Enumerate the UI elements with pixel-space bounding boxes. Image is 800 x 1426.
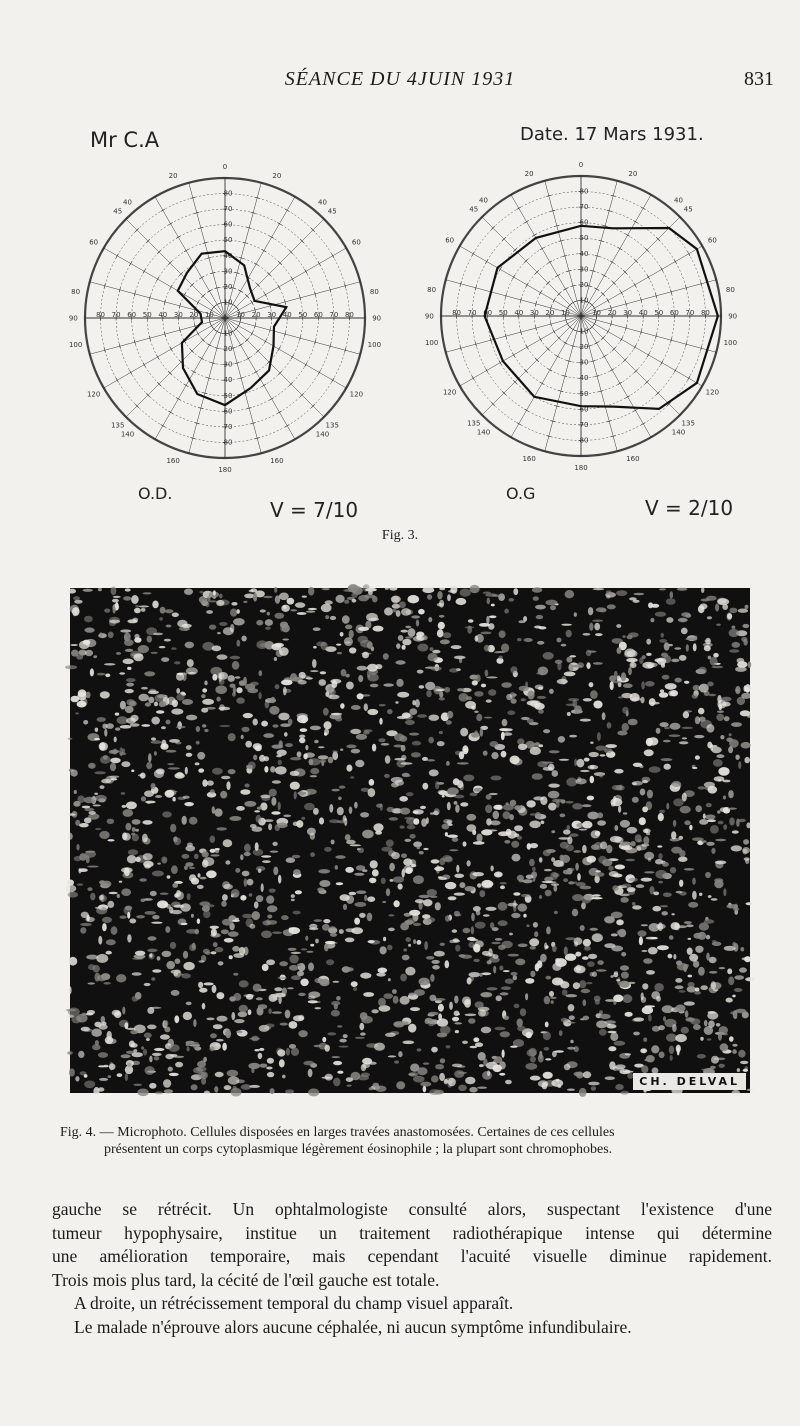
polar-tick [641,423,645,426]
polar-tick [674,368,677,372]
body-line: gauche se rétrécit. Un ophtalmologiste consulté alors, suspectant l'existence d'une [52,1199,772,1219]
polar-radial-label: 10 [223,329,233,338]
polar-radial-label: 50 [223,236,233,245]
polar-radial-label: 30 [267,311,277,319]
polar-radial-label: 10 [236,311,246,319]
polar-spoke [581,316,680,415]
polar-tick [647,353,650,357]
polar-tick [318,261,321,265]
polar-angle-label: 90 [728,312,738,321]
polar-tick [262,249,266,252]
polar-radial-label: 60 [127,311,137,319]
polar-tick [540,247,544,250]
polar-tick [305,363,308,367]
polar-tick [184,249,188,252]
polar-tick [197,331,200,335]
polar-tick [332,378,335,382]
polar-radial-label: 20 [579,280,589,289]
polar-angle-label: 135 [467,419,481,428]
polar-tick [291,277,294,281]
polar-tick [176,236,180,239]
polar-tick [674,259,677,263]
polar-radial-label: 30 [223,267,233,276]
polar-angle-label: 90 [424,312,434,321]
polar-angle-label: 120 [705,388,720,397]
polar-angle-label: 45 [683,205,693,214]
polar-tick [156,277,159,281]
polar-angle-label: 40 [479,196,488,205]
polar-tick [512,353,515,357]
polar-radial-label: 80 [223,189,233,198]
polar-tick [278,347,281,351]
polar-tick [170,285,173,289]
microphotograph-texture [70,588,750,1093]
body-line: Trois mois plus tard, la cécité de l'œil gauche est totale. [52,1269,440,1290]
polar-radial-label: 40 [223,376,233,385]
polar-radial-label: 60 [483,309,493,317]
polar-angle-label: 140 [315,430,330,439]
polar-radial-label: 10 [592,309,602,317]
polar-angle-label: 120 [349,390,364,399]
polar-tick [485,368,488,372]
polar-tick [170,347,173,351]
polar-angle-label: 135 [111,421,125,430]
polar-radial-label: 70 [223,422,233,431]
polar-spoke [225,219,324,318]
polar-spoke [90,318,225,354]
polar-tick [278,285,281,289]
patient-label: Mr C.A [90,128,160,152]
polar-tick [254,371,258,374]
polar-radial-label: 10 [560,309,570,317]
polar-angle-label: 160 [270,457,284,466]
polar-tick [553,298,556,302]
polar-angle-label: 80 [427,286,437,295]
polar-tick [499,267,502,271]
acuity-og: V = 2/10 [645,496,734,520]
polar-radial-label: 70 [329,311,339,319]
microphotograph [70,588,750,1093]
polar-tick [626,396,630,399]
polar-tick [526,283,529,287]
polar-radial-label: 60 [223,407,233,416]
polar-radial-label: 80 [579,436,589,445]
polar-spoke [446,316,581,352]
polar-angle-label: 180 [574,464,588,473]
polar-radial-label: 20 [545,309,555,317]
polar-angle-label: 60 [351,238,361,247]
polar-angle-label: 100 [424,338,439,347]
polar-tick [168,222,172,225]
polar-tick [634,283,637,287]
polar-tick [633,409,637,412]
polar-angle-label: 140 [120,430,135,439]
polar-angle-label: 60 [707,236,717,245]
polar-radial-label: 30 [623,309,633,317]
polar-radial-label: 70 [223,205,233,214]
polar-tick [207,290,211,293]
polar-angle-label: 20 [524,169,534,178]
polar-tick [620,291,623,295]
polar-tick [556,274,560,277]
polar-tick [633,220,637,223]
polar-radial-label: 10 [579,296,589,305]
polar-tick [485,259,488,263]
polar-radial-label: 60 [579,218,589,227]
polar-tick [688,376,691,380]
polar-tick [594,288,598,291]
polar-tick [200,357,204,360]
polar-angle-label: 90 [68,314,78,323]
polar-spoke [225,282,360,318]
polar-radial-label: 50 [579,234,589,243]
polar-tick [618,382,622,385]
polar-angle-label: 120 [442,388,457,397]
polar-radial-label: 10 [579,327,589,336]
polar-tick [499,361,502,365]
polar-radial-label: 80 [96,311,106,319]
body-text [52,1198,772,1339]
polar-radial-label: 20 [251,311,261,319]
polar-radial-label: 50 [142,311,152,319]
polar-spoke [482,217,581,316]
polar-angle-label: 45 [327,207,337,216]
polar-angle-label: 20 [168,171,178,180]
polar-radial-label: 80 [344,311,354,319]
og-label: O.G [506,484,536,503]
polar-tick [129,370,132,374]
polar-angle-label: 60 [89,238,99,247]
polar-tick [472,252,475,256]
polar-tick [563,342,567,345]
polar-tick [647,275,650,279]
polar-radial-label: 50 [298,311,308,319]
visual-field-chart-od [70,158,380,478]
polar-tick [540,382,544,385]
polar-tick [238,344,242,347]
polar-angle-label: 80 [369,288,379,297]
polar-radial-label: 20 [607,309,617,317]
polar-angle-label: 180 [218,466,232,475]
polar-tick [156,355,159,359]
polar-spoke [545,316,581,451]
polar-radial-label: 60 [669,309,679,317]
polar-radial-label: 70 [685,309,695,317]
polar-spoke [126,318,225,417]
polar-radial-label: 20 [223,282,233,291]
polar-tick [548,261,552,264]
visual-field-chart-og [426,156,736,476]
figure-3-caption: Fig. 3. [381,528,419,543]
polar-radial-label: 80 [579,187,589,196]
polar-angle-label: 100 [723,338,738,347]
body-line: tumeur hypophysaire, institue un traitement radiothérapique intense qui détermine [52,1222,772,1243]
polar-tick [524,220,528,223]
polar-radial-label: 30 [579,358,589,367]
polar-angle-label: 160 [626,455,640,464]
polar-angle-label: 80 [71,288,81,297]
polar-spoke [189,183,225,318]
polar-tick [641,207,645,210]
polar-tick [318,370,321,374]
polar-tick [116,378,119,382]
page-number: 831 [744,68,774,90]
polar-angle-label: 0 [578,160,584,169]
polar-radial-label: 40 [579,374,589,383]
polar-angle-label: 90 [372,314,382,323]
polar-tick [517,423,521,426]
polar-tick [251,300,254,304]
polar-angle-label: 140 [671,428,686,437]
polar-tick [548,369,552,372]
polar-tick [262,384,266,387]
polar-angle-label: 135 [681,419,695,428]
body-paragraph: A droite, un rétrécissement temporal du champ visuel apparaît. [74,1293,514,1313]
polar-angle-label: 160 [522,455,536,464]
polar-tick [192,371,196,374]
polar-radial-label: 30 [173,311,183,319]
polar-spoke [126,219,225,318]
polar-tick [184,384,188,387]
polar-radial-label: 20 [223,345,233,354]
polar-radial-label: 30 [223,360,233,369]
figure-4-caption-line1: Microphoto. Cellules disposées en larges travées anastomosées. Certaines de ces cellules [117,1125,615,1140]
polar-spoke [189,318,225,453]
polar-radial-label: 40 [638,309,648,317]
polar-spoke [482,316,581,415]
polar-tick [556,355,560,358]
polar-tick [305,269,308,273]
polar-radial-label: 80 [452,309,462,317]
polar-tick [332,254,335,258]
polar-spoke [225,318,261,453]
polar-tick [688,252,691,256]
polar-radial-label: 70 [579,203,589,212]
polar-tick [197,300,200,304]
photo-credit: CH. DELVAL [633,1073,746,1090]
polar-radial-label: 70 [579,420,589,429]
polar-tick [553,329,556,333]
polar-tick [264,339,267,343]
polar-radial-label: 40 [514,309,524,317]
polar-angle-label: 40 [318,198,327,207]
polar-spoke [581,316,617,451]
polar-tick [176,398,180,401]
polar-tick [634,345,637,349]
polar-radial-label: 10 [223,298,233,307]
polar-angle-label: 20 [628,169,638,178]
body-paragraph: Le malade n'éprouve alors aucune céphalée, ni aucun symptôme infundibulaire. [74,1316,632,1337]
polar-tick [254,263,258,266]
polar-tick [524,409,528,412]
polar-tick [270,398,274,401]
polar-radial-label: 80 [223,438,233,447]
polar-tick [563,288,567,291]
polar-tick [270,236,274,239]
polar-tick [602,355,606,358]
polar-tick [200,276,204,279]
polar-tick [539,291,542,295]
polar-radial-label: 60 [579,405,589,414]
polar-tick [620,337,623,341]
polar-angle-label: 40 [123,198,132,207]
polar-spoke [581,316,716,352]
polar-radial-label: 70 [467,309,477,317]
polar-radial-label: 20 [189,311,199,319]
polar-radial-label: 60 [313,311,323,319]
polar-spoke [545,181,581,316]
polar-tick [512,275,515,279]
polar-tick [472,376,475,380]
polar-tick [285,425,289,428]
polar-angle-label: 0 [222,162,228,171]
polar-tick [161,209,165,212]
polar-radial-label: 10 [204,311,214,319]
polar-angle-label: 120 [86,390,101,399]
polar-tick [291,355,294,359]
acuity-od: V = 7/10 [270,498,359,522]
polar-tick [517,207,521,210]
polar-tick [285,209,289,212]
polar-tick [143,363,146,367]
polar-angle-label: 80 [725,286,735,295]
polar-tick [661,267,664,271]
polar-radial-label: 40 [158,311,168,319]
polar-tick [532,234,536,237]
polar-radial-label: 80 [700,309,710,317]
polar-tick [264,293,267,297]
figure-4-caption [60,1124,770,1158]
polar-radial-label: 40 [223,251,233,260]
polar-tick [610,261,614,264]
polar-radial-label: 30 [529,309,539,317]
polar-radial-label: 50 [223,391,233,400]
visual-field-boundary [485,226,718,409]
polar-tick [238,290,242,293]
polar-angle-label: 60 [445,236,455,245]
date-label: Date. 17 Mars 1931. [520,124,704,145]
polar-tick [618,247,622,250]
polar-radial-label: 70 [111,311,121,319]
polar-tick [168,411,172,414]
polar-angle-label: 40 [674,196,683,205]
polar-radial-label: 50 [498,309,508,317]
polar-angle-label: 45 [469,205,479,214]
polar-angle-label: 140 [476,428,491,437]
polar-tick [594,342,598,345]
polar-angle-label: 45 [113,207,123,216]
cell-field [65,584,755,1097]
polar-radial-label: 50 [654,309,664,317]
polar-radial-label: 40 [579,249,589,258]
od-label: O.D. [138,484,173,503]
polar-tick [607,298,610,302]
polar-radial-label: 40 [282,311,292,319]
figure-4-caption-line2: présentent un corps cytoplasmique légèrement éosinophile ; la plupart sont chromophobes. [104,1142,613,1157]
polar-angle-label: 160 [166,457,180,466]
polar-tick [661,361,664,365]
polar-radial-label: 20 [579,343,589,352]
polar-tick [246,357,250,360]
polar-spoke [581,280,716,316]
polar-tick [607,329,610,333]
polar-tick [161,425,165,428]
polar-angle-label: 135 [325,421,339,430]
polar-angle-label: 100 [367,340,382,349]
figure-4-label: Fig. 4. — [60,1125,114,1140]
polar-angle-label: 100 [68,340,83,349]
polar-tick [143,269,146,273]
polar-tick [539,337,542,341]
polar-radial-label: 60 [223,220,233,229]
polar-tick [602,274,606,277]
polar-angle-label: 20 [272,171,282,180]
running-title: SÉANCE DU 4JUIN 1931 [284,68,516,90]
polar-spoke [225,318,360,354]
body-line: une amélioration temporaire, mais cependant l'acuité visuelle diminue rapidement. [52,1246,772,1266]
polar-tick [116,254,119,258]
polar-tick [207,344,211,347]
polar-radial-label: 50 [579,389,589,398]
polar-tick [129,261,132,265]
polar-tick [251,331,254,335]
polar-tick [277,411,281,414]
polar-tick [626,234,630,237]
polar-tick [526,345,529,349]
polar-tick [610,369,614,372]
polar-radial-label: 30 [579,265,589,274]
polar-tick [277,222,281,225]
polar-spoke [581,217,680,316]
